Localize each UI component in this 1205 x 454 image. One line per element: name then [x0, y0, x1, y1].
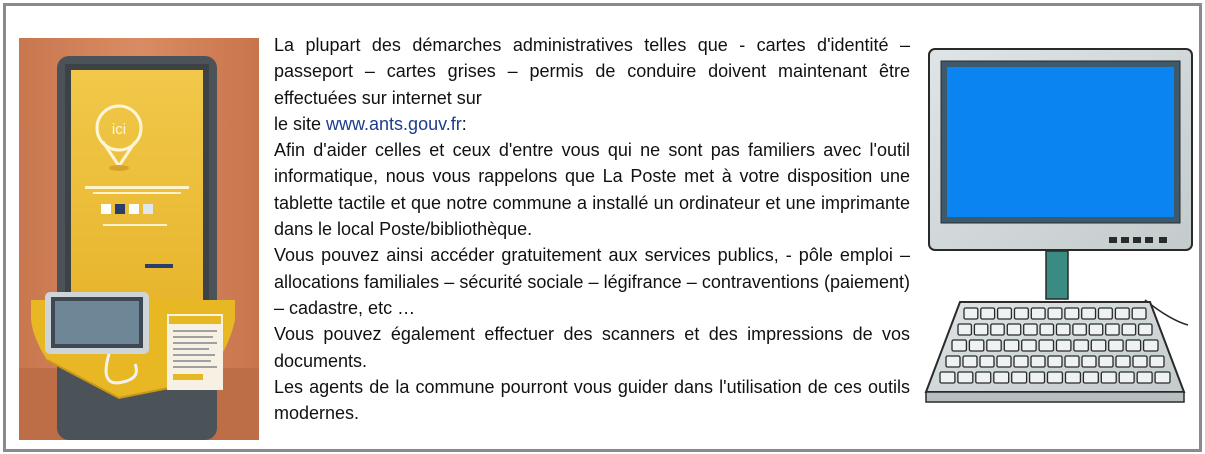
keyboard-key — [963, 356, 977, 367]
keyboard-key — [1030, 372, 1045, 383]
keyboard-key — [974, 324, 987, 335]
keyboard-key — [1048, 356, 1062, 367]
keyboard-key — [1024, 324, 1037, 335]
kiosk-screen-label: ici — [111, 121, 127, 138]
paragraph-demarches: La plupart des démarches administratives telles que - cartes d'identité – passeport – cartes grises – permis de conduire doivent maintenant être effectuées sur internet sur — [274, 35, 910, 108]
keyboard-key — [1057, 324, 1070, 335]
keyboard-key — [1057, 340, 1071, 351]
keyboard-key — [1122, 324, 1135, 335]
keyboard-key — [1133, 356, 1147, 367]
site-suffix: : — [461, 113, 467, 134]
keyboard-key — [952, 340, 966, 351]
keyboard-key — [1007, 324, 1020, 335]
keyboard-key — [1155, 372, 1170, 383]
keyboard-key — [981, 308, 995, 319]
keyboard-key — [1083, 372, 1098, 383]
keyboard-key — [1065, 356, 1079, 367]
keyboard-key — [946, 356, 960, 367]
keyboard-key — [964, 308, 978, 319]
keyboard-key — [940, 372, 955, 383]
paragraph-agents: Les agents de la commune pourront vous guider dans l'utilisation de ces outils modernes. — [274, 376, 910, 424]
keyboard-key — [1099, 308, 1113, 319]
keyboard-key — [1073, 324, 1086, 335]
keyboard-key — [1031, 356, 1045, 367]
keyboard-key — [958, 324, 971, 335]
keyboard-key — [1119, 372, 1134, 383]
monitor-stand — [1046, 251, 1068, 299]
keyboard-key — [997, 356, 1011, 367]
keyboard-key — [976, 372, 991, 383]
info-text — [274, 32, 910, 426]
keyboard-key — [1109, 340, 1123, 351]
keyboard-key — [1082, 308, 1096, 319]
keyboard-key — [1089, 324, 1102, 335]
keyboard-key — [1065, 308, 1079, 319]
keyboard-key — [1144, 340, 1158, 351]
keyboard-key — [1022, 340, 1036, 351]
keyboard-key — [998, 308, 1012, 319]
paragraph-services: Vous pouvez ainsi accéder gratuitement aux services publics, - pôle emploi – allocations familiales – sécurité sociale – légifrance – contraventions (paiement) – cadastre, etc … — [274, 245, 910, 318]
paragraph-site — [274, 111, 910, 137]
keyboard-key — [980, 356, 994, 367]
keyboard-key — [1039, 340, 1053, 351]
keyboard-key — [1014, 356, 1028, 367]
keyboard-key — [1082, 356, 1096, 367]
keyboard-key — [994, 372, 1009, 383]
keyboard-key — [1150, 356, 1164, 367]
keyboard-key — [1031, 308, 1045, 319]
keyboard-key — [1066, 372, 1081, 383]
keyboard-key — [1004, 340, 1018, 351]
keyboard-key — [1106, 324, 1119, 335]
keyboard-key — [1048, 372, 1063, 383]
keyboard-key — [987, 340, 1001, 351]
paragraph-aide: Afin d'aider celles et ceux d'entre vous qui ne sont pas familiers avec l'outil informatique, nous vous rappelons que La Poste met à votre disposition une tablette tactile et que notre commune a installé un ordinateur et une imprimante dans le local Poste/bibliothèque. — [274, 140, 910, 240]
kiosk-photo — [19, 38, 259, 440]
computer-icon — [920, 40, 1202, 440]
keyboard-key — [1012, 372, 1027, 383]
ants-link[interactable]: www.ants.gouv.fr — [326, 113, 462, 134]
keyboard-key — [1074, 340, 1088, 351]
keyboard-key — [1048, 308, 1062, 319]
keyboard-key — [1116, 356, 1130, 367]
site-prefix: le site — [274, 113, 327, 134]
monitor-screen — [947, 67, 1174, 217]
keyboard-key — [1139, 324, 1152, 335]
keyboard-key — [1040, 324, 1053, 335]
keyboard-key — [1099, 356, 1113, 367]
keyboard-key — [1137, 372, 1152, 383]
keyboard-key — [958, 372, 973, 383]
keyboard-key — [991, 324, 1004, 335]
keyboard-key — [969, 340, 983, 351]
paragraph-scanners: Vous pouvez également effectuer des scanners et des impressions de vos documents. — [274, 324, 910, 371]
keyboard-key — [1015, 308, 1029, 319]
keyboard-key — [1115, 308, 1129, 319]
keyboard-key — [1132, 308, 1146, 319]
keyboard-key — [1091, 340, 1105, 351]
keyboard-key — [1101, 372, 1116, 383]
keyboard-key — [1126, 340, 1140, 351]
